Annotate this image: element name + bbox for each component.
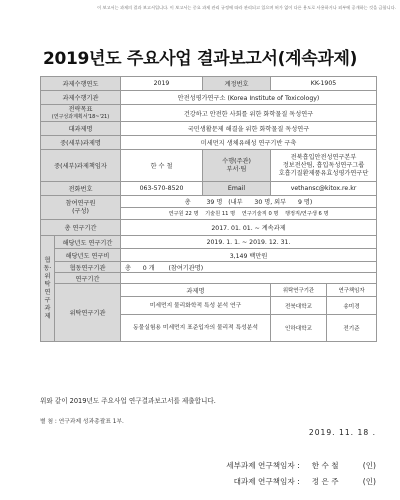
institute-label: 과제수행기관 [41, 91, 121, 105]
institute-value: 안전성평가연구소 (Korea Institute of Toxicology) [121, 91, 377, 105]
staff-techstaff-label: 연구기술직 [241, 211, 267, 217]
entrust-row-2-org: 인하대학교 [271, 315, 327, 342]
coop-label: 협동연구기관 [55, 262, 121, 273]
coop-total-label: 총 [124, 264, 131, 272]
attachment-note [40, 408, 376, 427]
year-period-value: 2019. 1. 1. ~ 2019. 12. 31. [121, 236, 377, 249]
coop-period-value [121, 273, 377, 284]
staff-external-unit: 명) [303, 199, 313, 206]
email-label: Email [203, 182, 271, 196]
staff-label-line1: 참여연구원 [65, 199, 96, 207]
entrust-header-title: 과제명 [121, 284, 271, 297]
signature-main-pi-seal: (인) [362, 477, 376, 486]
coop-period-label: 연구기간 [55, 273, 121, 284]
staff-technician-unit: 명 [230, 211, 236, 217]
dept-value-line2: 정보전산팀, 흡입독성연구그룹 [282, 161, 365, 169]
report-table [40, 76, 377, 342]
staff-techstaff-unit: 명 [273, 211, 279, 217]
staff-researcher-value: 22 [185, 211, 192, 217]
strategy-value: 건강하고 안전한 사회를 위한 화학물질 독성연구 [121, 105, 377, 122]
staff-total-label: 총 [184, 199, 191, 206]
account-value: KK-1905 [271, 77, 377, 91]
major-label: 대과제명 [41, 122, 121, 136]
phone-value: 063-570-8520 [121, 182, 203, 196]
signature-main-pi-label: 대과제 연구책임자 : [233, 477, 300, 486]
year-label: 과제수행연도 [41, 77, 121, 91]
mid-value: 미세먼지 생체유해성 연구기반 구축 [121, 136, 377, 150]
total-period-value: 2017. 01. 01. ~ 계속과제 [121, 220, 377, 236]
entrust-row-1-title: 미세먼지 물리화학적 특성 분석 연구 [121, 297, 271, 315]
major-value: 국민생활문제 해결을 위한 화학물질 독성연구 [121, 122, 377, 136]
entrust-label: 위탁연구기관 [55, 284, 121, 342]
phone-label: 전화번호 [41, 182, 121, 196]
total-period-label: 총 연구기간 [41, 220, 121, 236]
strategy-label [41, 105, 121, 122]
staff-researcher-unit: 명 [193, 211, 199, 217]
account-label: 계정번호 [203, 77, 271, 91]
signature-main-pi [40, 476, 376, 487]
staff-technician-label: 기술원 [205, 211, 221, 217]
staff-internal-label: (내부 [228, 199, 243, 206]
dept-value [271, 150, 377, 182]
budget-value: 3,149 백만원 [121, 249, 377, 262]
dept-label-line1: 수행(주관) [222, 157, 251, 165]
staff-external-label: 명, 외부 [264, 199, 287, 206]
dept-value-line3: 호흡기질환제품유효성평가연구단 [278, 169, 369, 177]
email-value: vethansc@kitox.re.kr [271, 182, 377, 196]
dept-label [203, 150, 271, 182]
strategy-label-main: 전략목표 [68, 106, 93, 113]
pi-label: 중(세부)과제책임자 [41, 150, 121, 182]
staff-admin-label: 행정직/연구생 [285, 211, 317, 217]
entrust-row-2-lead: 전기준 [327, 315, 377, 342]
signature-sub-pi-label: 세부과제 연구책임자 : [226, 461, 300, 470]
statement-text: 위와 같이 2019년도 주요사업 연구결과보고서를 제출합니다. [40, 397, 216, 405]
attachment-text: 별 첨 : 연구과제 성과총괄표 1부. [40, 419, 124, 425]
dept-label-line2: 부서·팀 [226, 165, 247, 173]
staff-label-line2: (구성) [72, 207, 89, 215]
signature-main-pi-name: 정 은 주 [311, 477, 339, 486]
entrust-row-1-org: 전북대학교 [271, 297, 327, 315]
staff-total-value: 39 [206, 199, 215, 206]
staff-total-unit: 명 [216, 199, 223, 206]
mid-label: 중(세부)과제명 [41, 136, 121, 150]
submission-statement [40, 388, 376, 407]
report-form [40, 76, 376, 342]
coop-value [121, 262, 377, 273]
signature-sub-pi [40, 460, 376, 471]
year-value: 2019 [121, 77, 203, 91]
staff-techstaff-value: 0 [268, 211, 272, 217]
signature-sub-pi-seal: (인) [362, 461, 376, 470]
staff-total-line [121, 196, 377, 208]
report-date: 2019. 11. 18 . [308, 428, 376, 437]
confidentiality-notice: 이 보고서는 과제의 결과 보고서입니다. 이 보고서는 중요 과제 관리 규정에 따라 관리되고 있으며 허가 없이 다른 용도로 사용하거나 외부에 공개하는 것을 금합니다. [97, 5, 396, 10]
entrust-header-org: 위탁연구기관 [271, 284, 327, 297]
staff-admin-value: 6 [318, 211, 322, 217]
staff-researcher-label: 연구원 [168, 211, 184, 217]
dept-value-line1: 전북흡입안전성연구본부 [290, 153, 357, 161]
coop-unit: 개 [148, 264, 155, 272]
coop-entrust-side-label: 협동·위탁연구과제 [41, 236, 55, 342]
staff-internal-value: 30 [254, 199, 263, 206]
year-period-label: 해당년도 연구기간 [55, 236, 121, 249]
pi-value: 한 수 철 [121, 150, 203, 182]
staff-external-value: 9 [297, 199, 302, 206]
budget-label: 해당년도 연구비 [55, 249, 121, 262]
coop-note: (참여기관명) [168, 264, 204, 272]
staff-admin-unit: 명 [323, 211, 329, 217]
entrust-header-lead: 연구책임자 [327, 284, 377, 297]
entrust-row-2-title: 동물실험용 미세먼지 표준입자의 물리적 특성분석 [121, 315, 271, 342]
staff-technician-value: 11 [221, 211, 229, 217]
staff-label [41, 196, 121, 220]
signature-sub-pi-name: 한 수 철 [311, 461, 339, 470]
page-title: 2019년도 주요사업 결과보고서(계속과제) [42, 49, 358, 69]
staff-breakdown-line [121, 208, 377, 220]
coop-count: 0 [142, 264, 147, 272]
entrust-row-1-lead: 송미경 [327, 297, 377, 315]
strategy-label-sub: (연구성과계획서'18~'21) [51, 114, 110, 120]
